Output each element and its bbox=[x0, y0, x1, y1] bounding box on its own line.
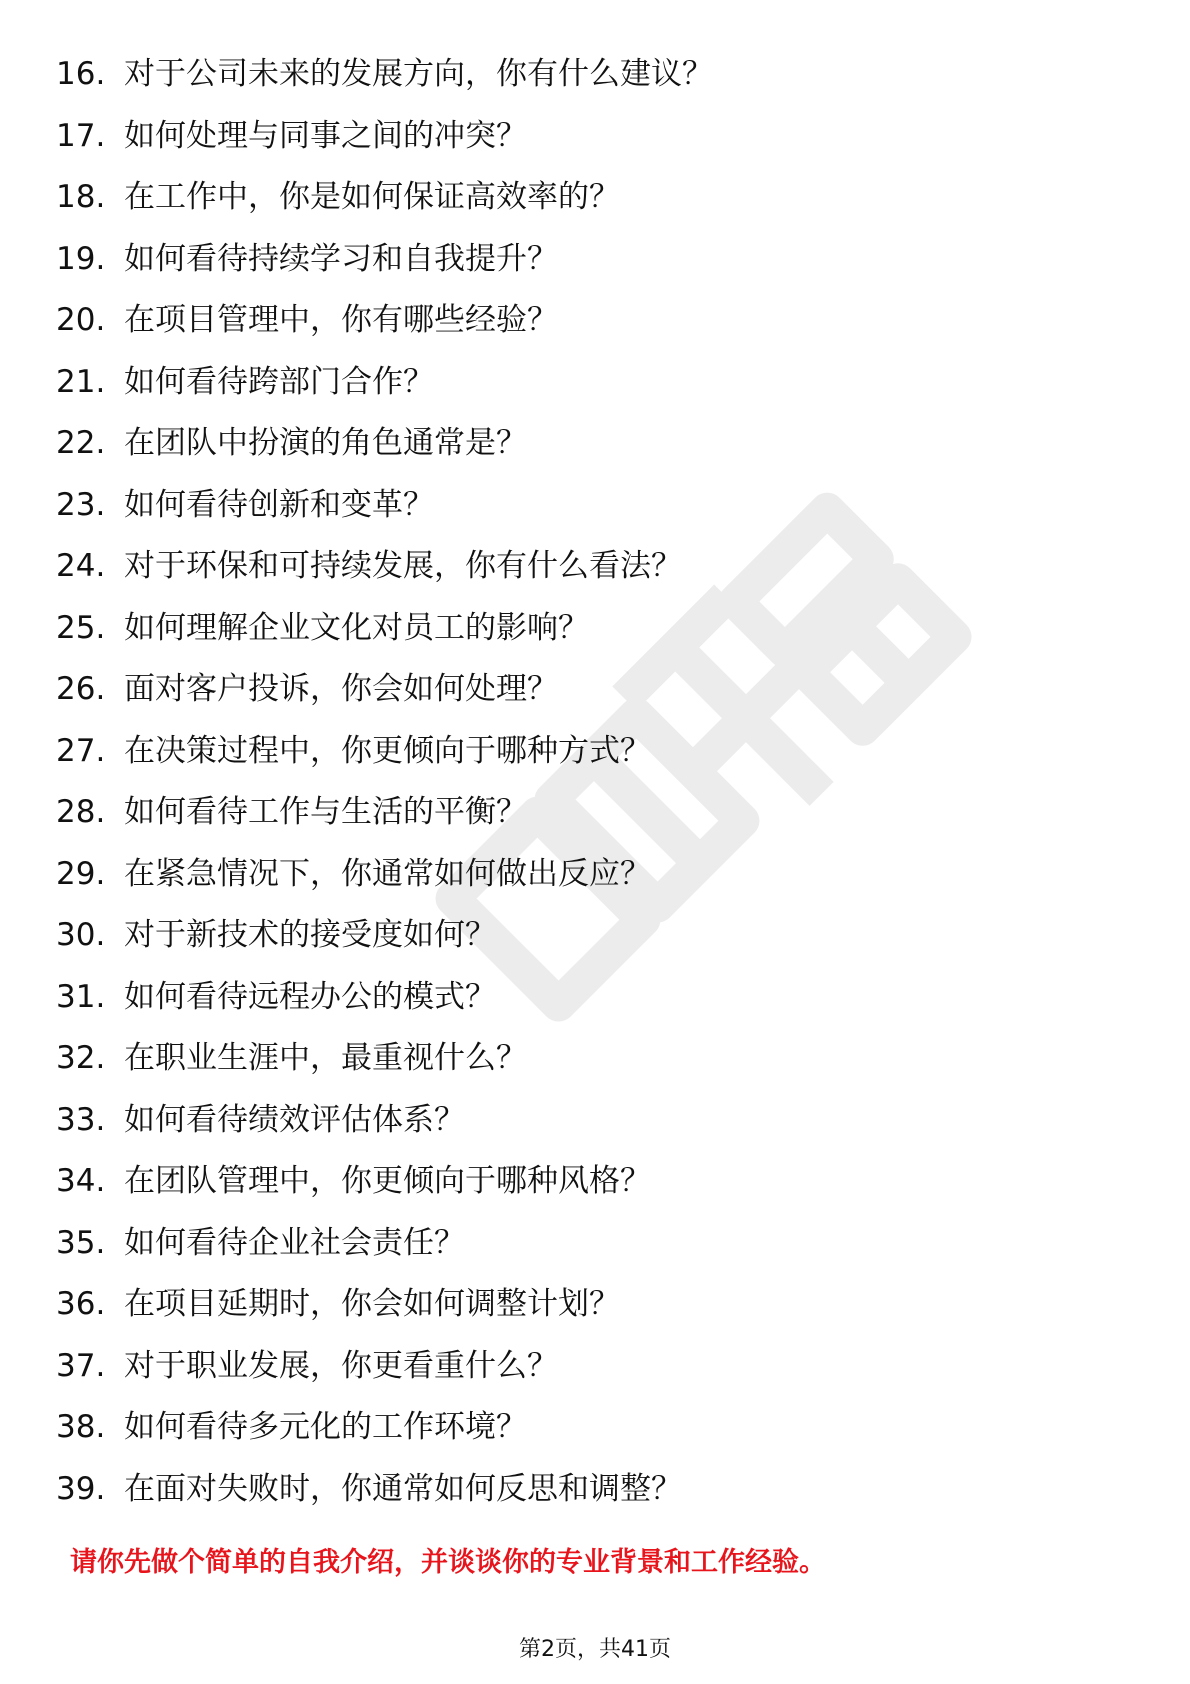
question-item bbox=[56, 352, 1136, 414]
question-item bbox=[56, 1336, 1136, 1398]
question-item bbox=[56, 721, 1136, 783]
question-text: 在团队管理中，你更倾向于哪种风格？ bbox=[124, 1163, 651, 1199]
question-item bbox=[56, 290, 1136, 352]
question-item bbox=[56, 1213, 1136, 1275]
question-number: 20. bbox=[56, 302, 106, 338]
question-number: 21. bbox=[56, 363, 106, 400]
question-item bbox=[56, 1459, 1136, 1521]
question-number: 36. bbox=[56, 1286, 106, 1322]
question-number: 22. bbox=[56, 425, 106, 461]
question-number: 37. bbox=[56, 1347, 106, 1384]
question-number: 33. bbox=[56, 1101, 106, 1138]
page-footer: 第2页，共41页 bbox=[519, 1637, 671, 1662]
question-item bbox=[56, 1397, 1136, 1459]
question-text: 如何看待企业社会责任？ bbox=[124, 1224, 465, 1261]
question-text: 如何看待创新和变革？ bbox=[124, 486, 434, 523]
question-item bbox=[56, 1151, 1136, 1213]
question-number: 23. bbox=[56, 486, 106, 523]
question-item bbox=[56, 44, 1136, 106]
question-item bbox=[56, 1028, 1136, 1090]
question-text: 如何看待持续学习和自我提升？ bbox=[124, 240, 558, 277]
question-number: 28. bbox=[56, 794, 106, 830]
question-text: 如何理解企业文化对员工的影响？ bbox=[124, 609, 589, 646]
question-number: 24. bbox=[56, 548, 106, 584]
question-text: 对于环保和可持续发展，你有什么看法？ bbox=[124, 548, 682, 584]
question-item bbox=[56, 905, 1136, 967]
question-text: 如何处理与同事之间的冲突？ bbox=[124, 117, 527, 154]
question-text: 如何看待远程办公的模式？ bbox=[124, 978, 496, 1015]
question-text: 在团队中扮演的角色通常是？ bbox=[124, 425, 527, 461]
question-text: 对于公司未来的发展方向，你有什么建议？ bbox=[124, 56, 713, 92]
question-number: 32. bbox=[56, 1040, 106, 1076]
question-text: 在项目延期时，你会如何调整计划？ bbox=[124, 1286, 620, 1322]
question-item bbox=[56, 844, 1136, 906]
question-item bbox=[56, 967, 1136, 1029]
question-item bbox=[56, 229, 1136, 291]
question-text: 如何看待工作与生活的平衡？ bbox=[124, 794, 527, 830]
question-text: 如何看待绩效评估体系？ bbox=[124, 1101, 465, 1138]
question-item bbox=[56, 598, 1136, 660]
question-number: 38. bbox=[56, 1409, 106, 1445]
question-item bbox=[56, 1274, 1136, 1336]
question-text: 对于职业发展，你更看重什么？ bbox=[124, 1347, 558, 1384]
question-number: 39. bbox=[56, 1470, 106, 1507]
question-list bbox=[56, 44, 1136, 1520]
question-number: 19. bbox=[56, 240, 106, 277]
question-text: 对于新技术的接受度如何？ bbox=[124, 917, 496, 953]
question-number: 27. bbox=[56, 732, 106, 769]
question-item bbox=[56, 782, 1136, 844]
question-text: 在决策过程中，你更倾向于哪种方式？ bbox=[124, 732, 651, 769]
question-item bbox=[56, 413, 1136, 475]
question-item bbox=[56, 659, 1136, 721]
question-text: 在职业生涯中，最重视什么？ bbox=[124, 1040, 527, 1076]
question-item bbox=[56, 475, 1136, 537]
question-number: 29. bbox=[56, 855, 106, 892]
question-number: 34. bbox=[56, 1163, 106, 1199]
question-number: 30. bbox=[56, 917, 106, 953]
question-number: 35. bbox=[56, 1224, 106, 1261]
question-text: 如何看待跨部门合作？ bbox=[124, 363, 434, 400]
question-text: 在项目管理中，你有哪些经验？ bbox=[124, 302, 558, 338]
question-number: 16. bbox=[56, 56, 106, 92]
question-item bbox=[56, 1090, 1136, 1152]
question-number: 26. bbox=[56, 671, 106, 707]
question-item bbox=[56, 536, 1136, 598]
highlight-question: 请你先做个简单的自我介绍，并谈谈你的专业背景和工作经验。 bbox=[70, 1547, 826, 1578]
question-text: 如何看待多元化的工作环境？ bbox=[124, 1409, 527, 1445]
question-text: 在工作中，你是如何保证高效率的？ bbox=[124, 179, 620, 215]
question-number: 31. bbox=[56, 978, 106, 1015]
question-number: 25. bbox=[56, 609, 106, 646]
question-number: 18. bbox=[56, 179, 106, 215]
question-number: 17. bbox=[56, 117, 106, 154]
question-text: 在紧急情况下，你通常如何做出反应？ bbox=[124, 855, 651, 892]
question-text: 在面对失败时，你通常如何反思和调整？ bbox=[124, 1470, 682, 1507]
question-item bbox=[56, 106, 1136, 168]
question-item bbox=[56, 167, 1136, 229]
question-text: 面对客户投诉，你会如何处理？ bbox=[124, 671, 558, 707]
